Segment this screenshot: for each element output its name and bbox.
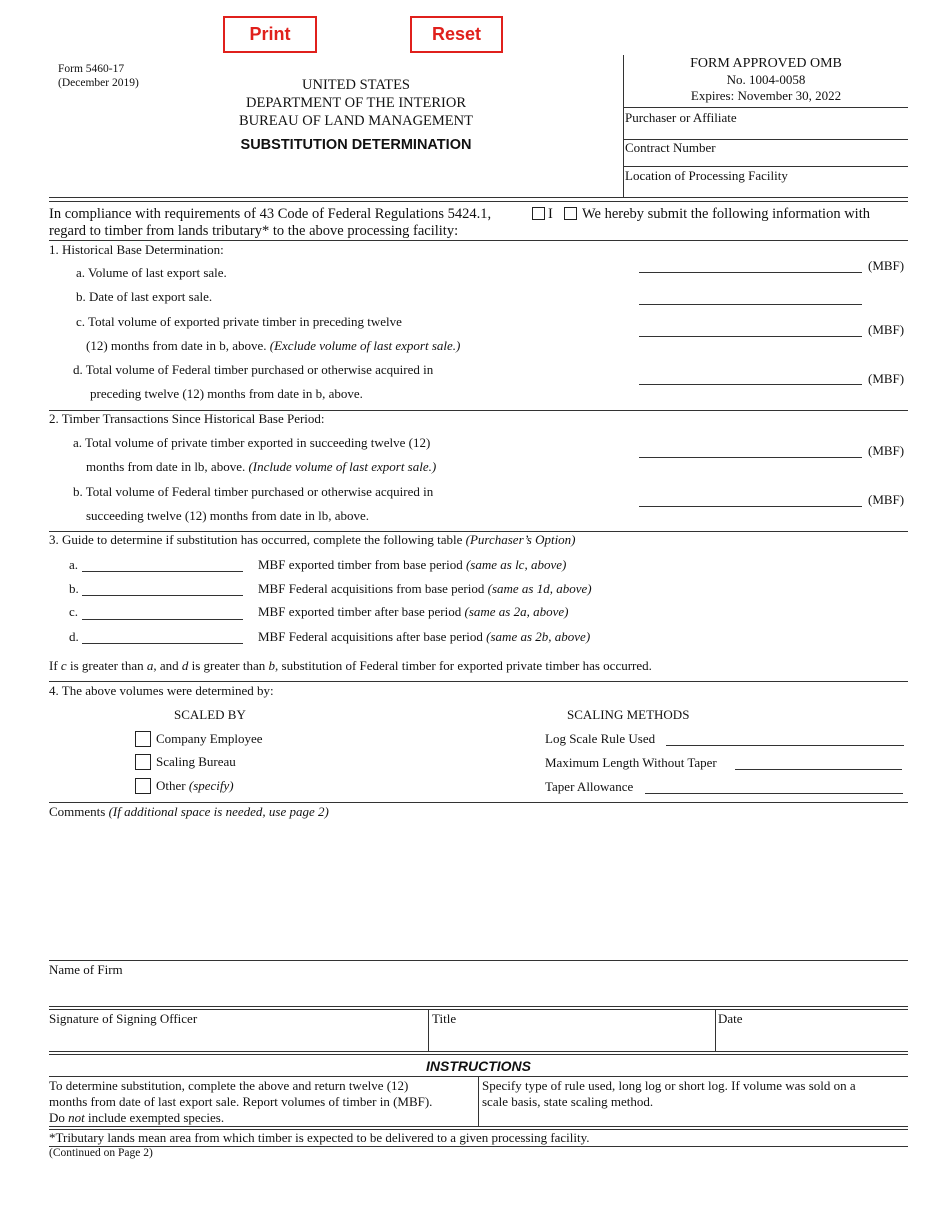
- instructions-heading: INSTRUCTIONS: [426, 1058, 531, 1074]
- contract-number-label: Contract Number: [625, 140, 716, 155]
- title-label: Title: [432, 1011, 457, 1026]
- item-1d-unit: (MBF): [868, 371, 905, 386]
- divider: [428, 1009, 429, 1051]
- other-label: Other (specify): [156, 778, 234, 793]
- guide-row-d-letter: d.: [69, 629, 79, 644]
- guide-row-c-letter: c.: [69, 604, 79, 619]
- item-2b-label: b. Total volume of Federal timber purchased or otherwise acquired in: [73, 484, 434, 499]
- agency-header: [200, 76, 512, 154]
- date-label: Date: [718, 1011, 743, 1026]
- log-scale-label: Log Scale Rule Used: [545, 731, 656, 746]
- item-1a-label: a. Volume of last export sale.: [76, 265, 227, 280]
- firm-name-input[interactable]: [49, 978, 908, 1004]
- omb-block: [624, 56, 908, 104]
- tributary-footnote: *Tributary lands mean area from which timber is expected to be delivered to a given processing facility.: [49, 1130, 590, 1145]
- item-1c-unit: (MBF): [868, 322, 905, 337]
- item-1d-label: d. Total volume of Federal timber purchased or otherwise acquired in: [73, 362, 434, 377]
- item-1b-label: b. Date of last export sale.: [76, 289, 213, 304]
- divider: [49, 1006, 908, 1007]
- guide-row-d-text: MBF Federal acquisitions after base period (same as 2b, above): [258, 629, 591, 644]
- option-i-checkbox[interactable]: [532, 207, 545, 220]
- form-title: SUBSTITUTION DETERMINATION: [240, 137, 472, 153]
- guide-row-b-letter: b.: [69, 581, 79, 596]
- reset-button[interactable]: Reset: [410, 16, 503, 53]
- section-1-heading: 1. Historical Base Determination:: [49, 242, 224, 257]
- divider: [49, 1054, 908, 1055]
- form-number: Form 5460-17: [58, 63, 125, 75]
- guide-row-a-text: MBF exported timber from base period (same as lc, above): [258, 557, 567, 572]
- max-length-input[interactable]: [735, 769, 902, 770]
- option-we-label: We hereby submit the following information with: [582, 206, 870, 222]
- instructions-left: To determine substitution, complete the above and return twelve (12) months from date of last export sale. Report volumes of timber in (MBF). Do not include exempted species.: [49, 1078, 433, 1125]
- item-2b-unit: (MBF): [868, 492, 905, 507]
- log-scale-input[interactable]: [666, 745, 904, 746]
- divider: [49, 1146, 908, 1147]
- print-button[interactable]: Print: [223, 16, 317, 53]
- item-1c-input[interactable]: [639, 336, 862, 337]
- divider: [49, 681, 908, 682]
- scaling-bureau-label: Scaling Bureau: [156, 754, 236, 769]
- guide-row-a-input[interactable]: [82, 571, 243, 572]
- divider: [49, 960, 908, 961]
- guide-row-c-input[interactable]: [82, 619, 243, 620]
- agency-line-2: DEPARTMENT OF THE INTERIOR: [246, 95, 466, 111]
- divider: [49, 802, 908, 803]
- item-1a-unit: (MBF): [868, 258, 905, 273]
- omb-expiry: Expires: November 30, 2022: [690, 88, 842, 103]
- item-1a-input[interactable]: [639, 272, 862, 273]
- section-3-heading: 3. Guide to determine if substitution has occurred, complete the following table (Purchaser’s Option): [49, 532, 576, 547]
- item-2a-label: a. Total volume of private timber exported in succeeding twelve (12): [73, 435, 431, 450]
- company-employee-checkbox[interactable]: [135, 731, 151, 747]
- item-1b-input[interactable]: [639, 304, 862, 305]
- item-1c-label-cont: (12) months from date in b, above. (Exclude volume of last export sale.): [86, 338, 461, 353]
- divider: [624, 166, 908, 167]
- processing-location-input[interactable]: [624, 182, 908, 196]
- compliance-statement-cont: regard to timber from lands tributary* to the above processing facility:: [49, 223, 459, 239]
- date-input[interactable]: [717, 1027, 907, 1049]
- divider: [478, 1076, 479, 1126]
- continued-note: (Continued on Page 2): [49, 1147, 153, 1159]
- guide-row-b-text: MBF Federal acquisitions from base period (same as 1d, above): [258, 581, 592, 596]
- divider: [49, 1126, 908, 1127]
- scaling-bureau-checkbox[interactable]: [135, 754, 151, 770]
- officer-signature-label: Signature of Signing Officer: [49, 1011, 198, 1026]
- instructions-right: Specify type of rule used, long log or short log. If volume was sold on a scale basis, state scaling method.: [482, 1078, 856, 1109]
- processing-location-label: Location of Processing Facility: [625, 168, 788, 183]
- omb-line-1: FORM APPROVED OMB: [690, 56, 842, 71]
- officer-signature-input[interactable]: [49, 1027, 427, 1049]
- option-i-label: I: [548, 206, 553, 222]
- scaling-methods-heading: SCALING METHODS: [567, 707, 690, 722]
- divider: [49, 197, 908, 198]
- compliance-statement: In compliance with requirements of 43 Code of Federal Regulations 5424.1,: [49, 206, 492, 222]
- form-id: [58, 62, 139, 90]
- contract-number-input[interactable]: [624, 154, 908, 166]
- comments-input[interactable]: [49, 822, 908, 958]
- item-2a-input[interactable]: [639, 457, 862, 458]
- taper-allowance-label: Taper Allowance: [545, 779, 634, 794]
- max-length-label: Maximum Length Without Taper: [545, 755, 717, 770]
- substitution-rule: If c is greater than a, and d is greater than b, substitution of Federal timber for exported private timber has occurred.: [49, 658, 652, 673]
- divider: [49, 1051, 908, 1052]
- item-2b-input[interactable]: [639, 506, 862, 507]
- item-1d-input[interactable]: [639, 384, 862, 385]
- guide-row-a-letter: a.: [69, 557, 79, 572]
- form-date: (December 2019): [58, 77, 139, 89]
- firm-name-label: Name of Firm: [49, 962, 123, 977]
- option-we-checkbox[interactable]: [564, 207, 577, 220]
- company-employee-label: Company Employee: [156, 731, 263, 746]
- item-1c-label: c. Total volume of exported private timber in preceding twelve: [76, 314, 402, 329]
- divider: [715, 1009, 716, 1051]
- purchaser-input[interactable]: [624, 124, 908, 138]
- purchaser-label: Purchaser or Affiliate: [625, 110, 737, 125]
- section-2-heading: 2. Timber Transactions Since Historical Base Period:: [49, 411, 325, 426]
- divider: [49, 1009, 908, 1010]
- section-4-heading: 4. The above volumes were determined by:: [49, 683, 274, 698]
- item-1d-label-cont: preceding twelve (12) months from date in b, above.: [90, 386, 363, 401]
- item-2a-unit: (MBF): [868, 443, 905, 458]
- item-2a-label-cont: months from date in lb, above. (Include volume of last export sale.): [86, 459, 437, 474]
- agency-line-3: BUREAU OF LAND MANAGEMENT: [238, 113, 473, 129]
- guide-row-c-text: MBF exported timber after base period (same as 2a, above): [258, 604, 569, 619]
- divider: [49, 240, 908, 241]
- comments-label: Comments (If additional space is needed, use page 2): [49, 804, 329, 819]
- omb-number: No. 1004-0058: [726, 72, 806, 87]
- other-checkbox[interactable]: [135, 778, 151, 794]
- guide-row-d-input[interactable]: [82, 643, 243, 644]
- taper-allowance-input[interactable]: [645, 793, 903, 794]
- guide-row-b-input[interactable]: [82, 595, 243, 596]
- divider: [624, 107, 908, 108]
- title-input[interactable]: [430, 1027, 714, 1049]
- divider: [49, 201, 908, 202]
- scaled-by-heading: SCALED BY: [174, 707, 246, 722]
- agency-line-1: UNITED STATES: [302, 77, 410, 93]
- item-2b-label-cont: succeeding twelve (12) months from date in lb, above.: [86, 508, 370, 523]
